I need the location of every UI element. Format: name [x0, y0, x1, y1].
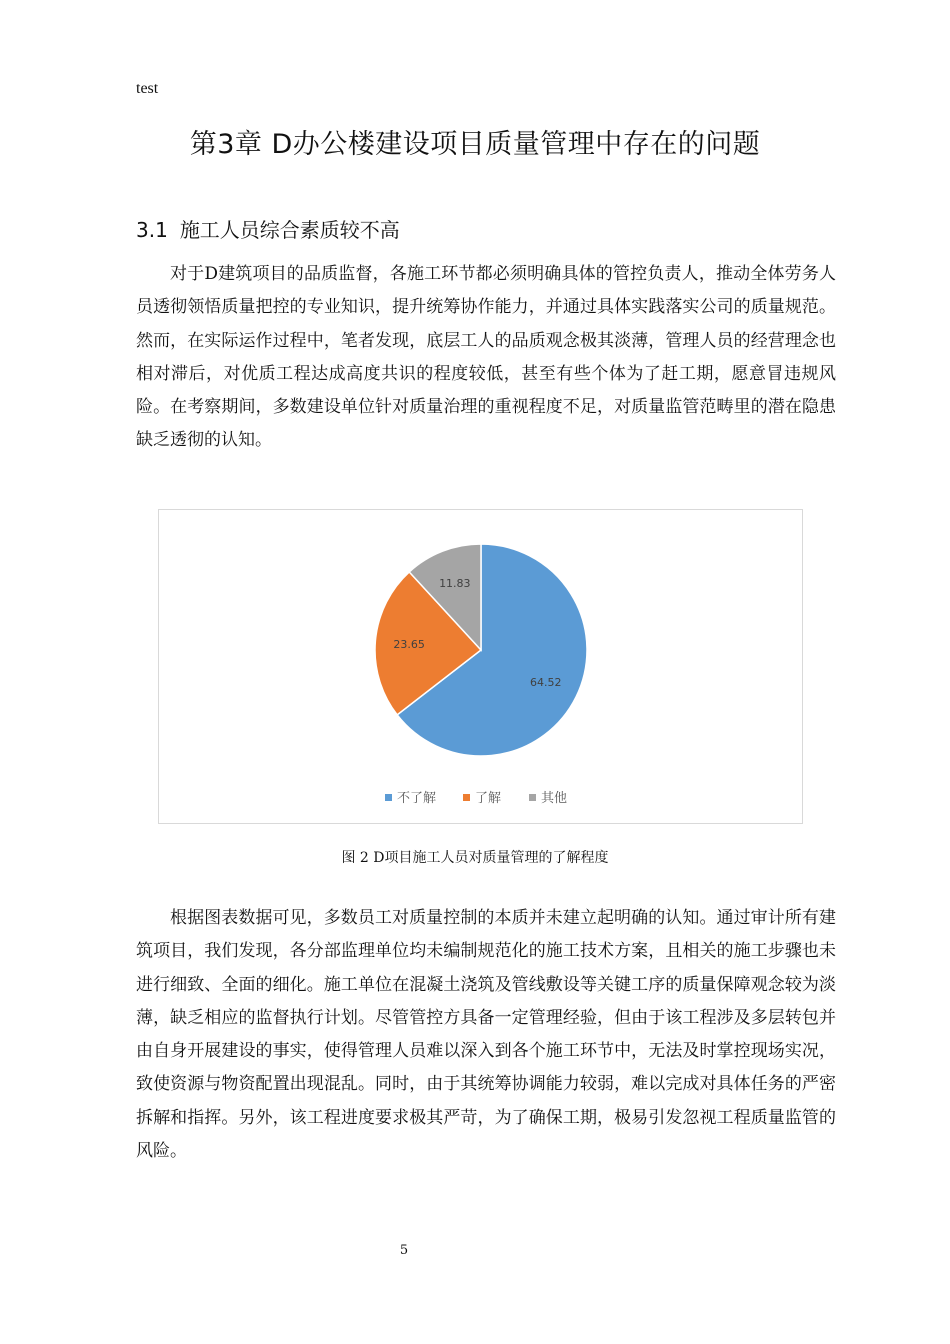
slice-data-label: 11.83	[439, 576, 471, 590]
figure-caption: 图 2 D项目施工人员对质量管理的了解程度	[341, 850, 609, 866]
legend-swatch	[529, 794, 536, 801]
chapter-title: 第3章 D办公楼建设项目质量管理中存在的问题	[189, 129, 761, 160]
section-heading-text: 施工人员综合素质较不高	[179, 218, 400, 242]
running-header: test	[136, 80, 159, 97]
slice-data-label: 23.65	[393, 637, 425, 651]
legend-label: 其他	[541, 791, 568, 806]
legend-swatch	[385, 794, 392, 801]
legend-label: 不了解	[397, 791, 437, 806]
pie-chart-figure	[158, 509, 803, 824]
legend-label: 了解	[475, 791, 502, 806]
slice-data-label: 64.52	[529, 675, 562, 689]
pie-chart	[159, 510, 804, 825]
section-number: 3.1	[136, 218, 168, 242]
legend-swatch	[463, 794, 470, 801]
section-title	[136, 214, 400, 243]
paragraph-1: 对于D建筑项目的品质监督，各施工环节都必须明确具体的管控负责人，推动全体劳务人员透彻领悟质量把控的专业知识，提升统筹协作能力，并通过具体实践落实公司的质量规范。然而，在实际运作过程中，笔者发现，底层工人的品质观念极其淡薄，管理人员的经营理念也相对滞后，对优质工程达成高度共识的程度较低，甚至有些个体为了赶工期，愿意冒违规风险。在考察期间，多数建设单位针对质量治理的重视程度不足，对质量监管范畴里的潜在隐患缺乏透彻的认知。	[136, 264, 836, 451]
paragraph-2: 根据图表数据可见，多数员工对质量控制的本质并未建立起明确的认知。通过审计所有建筑项目，我们发现，各分部监理单位均未编制规范化的施工技术方案，且相关的施工步骤也未进行细致、全面的细化。施工单位在混凝土浇筑及管线敷设等关键工序的质量保障观念较为淡薄，缺乏相应的监督执行计划。尽管管控方具备一定管理经验，但由于该工程涉及多层转包并由自身开展建设的事实，使得管理人员难以深入到各个施工环节中，无法及时掌控现场实况，致使资源与物资配置出现混乱。同时，由于其统筹协调能力较弱，难以完成对具体任务的严密拆解和指挥。另外，该工程进度要求极其严苛，为了确保工期，极易引发忽视工程质量监管的风险。	[136, 908, 836, 1162]
page-number: 5	[399, 1243, 409, 1258]
